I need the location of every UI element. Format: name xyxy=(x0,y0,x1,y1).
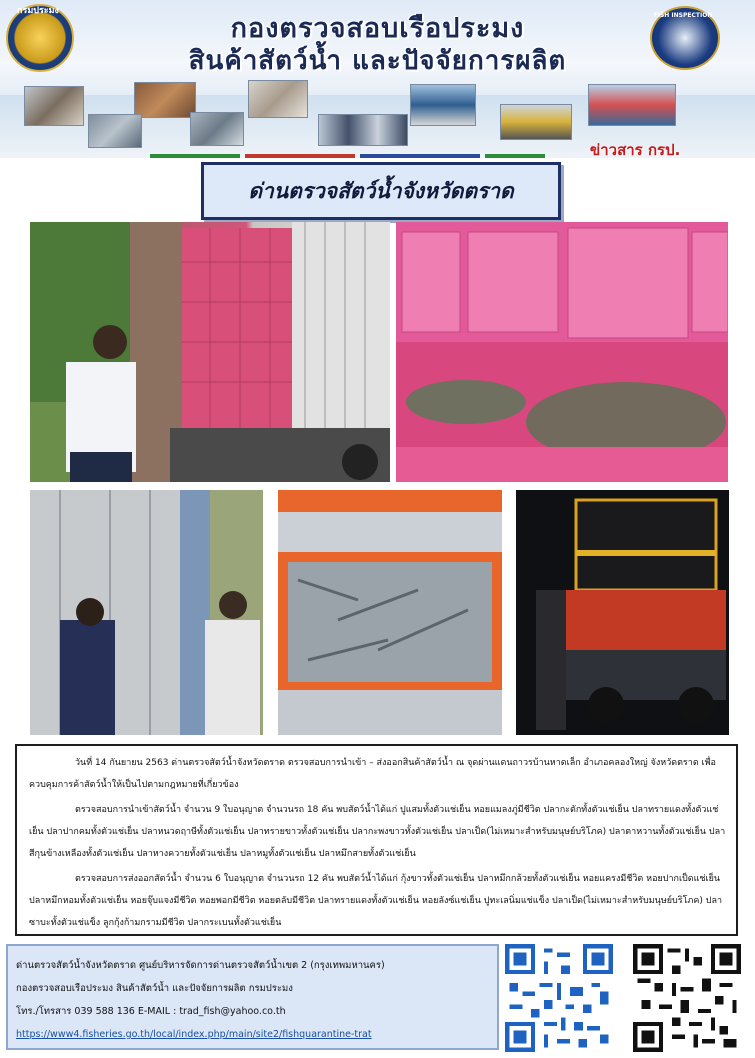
banner-stripe-green-2 xyxy=(485,154,545,158)
banner-thumb-fish-2 xyxy=(134,82,196,118)
contact-footer xyxy=(6,944,499,1050)
photo-night-truck-drawing xyxy=(516,490,729,735)
body-paragraph-intro: วันที่ 14 กันยายน 2563 ด่านตรวจสัตว์น้ำจังหวัดตราด ตรวจสอบการนำเข้า – ส่งออกสินค้าสัตว์น้ำ ณ จุดผ่านแดนถาวรบ้านหาดเล็ก อำเภอคลองใหญ่ จังหวัดตราด เพื่อควบคุมการค้าสัตว์น้ำให้เป็นไปตามกฎหมายที่เกี่ยวข้อง xyxy=(29,758,716,790)
banner-thumb-factory xyxy=(500,104,572,140)
headline-title: ด่านตรวจสัตว์น้ำจังหวัดตราด xyxy=(248,178,514,203)
footer-contact-phone-email: โทร./โทรสาร 039 588 136 E-MAIL : trad_fish@yahoo.co.th xyxy=(16,1006,286,1017)
photo-pink-baskets-drawing xyxy=(396,222,728,482)
qr-code-2-graphic xyxy=(631,944,743,1052)
photo-officer-inspecting-truck xyxy=(30,222,390,482)
body-paragraph-import: ตรวจสอบการนำเข้าสัตว์น้ำ จำนวน 9 ใบอนุญาต จำนวนรถ 18 คัน พบสัตว์น้ำได้แก่ ปูแสมทั้งตัวแช่เย็น หอยแมลงภู่มีชีวิต ปลากะตักทั้งตัวแช่เย็น ปลาทรายแดงทั้งตัวแช่เย็น ปลาปากคมทั้งตัวแช่เย็น ปลาหนวดฤาษีทั้งตัวแช่เย็น ปลาทรายขาวทั้งตัวแช่เย็น ปลากะพงขาวทั้งตัวแช่เย็น ปลาเป็ด(ไม่เหมาะสำหรับมนุษย์บริโภค) ปลาตาหวานทั้งตัวแช่เย็น ปลาสีกุนข้างเหลืองทั้งตัวแช่เย็น ปลาหางควายทั้งตัวแช่เย็น ปลาหมูทั้งตัวแช่เย็น ปลาหมึกสายทั้งตัวแช่เย็น xyxy=(29,805,726,859)
body-paragraph-export: ตรวจสอบการส่งออกสัตว์น้ำ จำนวน 6 ใบอนุญาต จำนวนรถ 12 คัน พบสัตว์น้ำได้แก่ กุ้งขาวทั้งตัวแช่เย็น ปลาหมึกกล้วยทั้งตัวแช่เย็น หอยแครงมีชีวิต หอยปากเป็ดแช่เย็น ปลาหมึกหอมทั้งตัวแช่เย็น หอยจุ๊บแจงมีชีวิต หอยพอกมีชีวิต หอยตลับมีชีวิต ปลาทรายแดงทั้งตัวแช่เย็น หอยลังซ์แช่เย็น ปูทะเลนิ่มแช่แข็ง ปลาเป็ด(ไม่เหมาะสำหรับมนุษย์บริโภค) ปลาซาบะทั้งตัวแช่แข็ง ลูกกุ้งก้ามกรามมีชีวิต ปลากระเบนทั้งตัวแช่เย็น xyxy=(29,874,723,928)
headline-box xyxy=(201,162,561,220)
news-label: ข่าวสาร กรป. xyxy=(590,141,681,158)
logo-right-label: FISH INSPECTION xyxy=(653,12,713,19)
footer-website-link[interactable]: https://www4.fisheries.go.th/local/index.php/main/site2/fishquarantine-trat xyxy=(16,1029,372,1040)
banner-thumb-fish-3 xyxy=(248,80,308,118)
banner-title-line2: สินค้าสัตว์น้ำ และปัจจัยการผลิต xyxy=(188,46,567,76)
photo-officer-inspecting-truck-drawing xyxy=(30,222,390,482)
banner-thumb-fish-5 xyxy=(190,112,244,146)
logo-left-label: กรมประมง xyxy=(17,6,59,16)
qr-code-icon xyxy=(503,944,615,1052)
photo-night-pickup-truck-loaded xyxy=(516,490,729,735)
photo-officer-opening-door-drawing xyxy=(30,490,263,735)
photo-pink-baskets-with-fish xyxy=(396,222,728,482)
banner-thumb-boats xyxy=(588,84,676,126)
banner-thumb-staff xyxy=(318,114,408,146)
photo-fish-on-ice-drawing xyxy=(278,490,502,735)
banner-thumb-fish-4 xyxy=(88,114,142,148)
news-body xyxy=(15,744,738,936)
banner-stripe-red xyxy=(245,154,355,158)
banner-title-line1: กองตรวจสอบเรือประมง xyxy=(230,13,525,44)
header-banner xyxy=(0,0,755,158)
qr-code-1-graphic xyxy=(503,944,615,1052)
banner-thumb-port xyxy=(410,84,476,126)
qr-code-icon xyxy=(631,944,743,1052)
banner-stripe-green xyxy=(150,154,240,158)
photo-fish-on-ice-in-tray xyxy=(278,490,502,735)
footer-division-name: กองตรวจสอบเรือประมง สินค้าสัตว์น้ำ และปัจจัยการผลิต กรมประมง xyxy=(16,983,293,994)
footer-office-name: ด่านตรวจสัตว์น้ำจังหวัดตราด ศูนย์บริหารจัดการด่านตรวจสัตว์น้ำเขต 2 (กรุงเทพมหานคร) xyxy=(16,960,385,971)
photo-officer-opening-truck-door xyxy=(30,490,263,735)
banner-thumb-fish-1 xyxy=(24,86,84,126)
banner-stripe-blue xyxy=(360,154,480,158)
